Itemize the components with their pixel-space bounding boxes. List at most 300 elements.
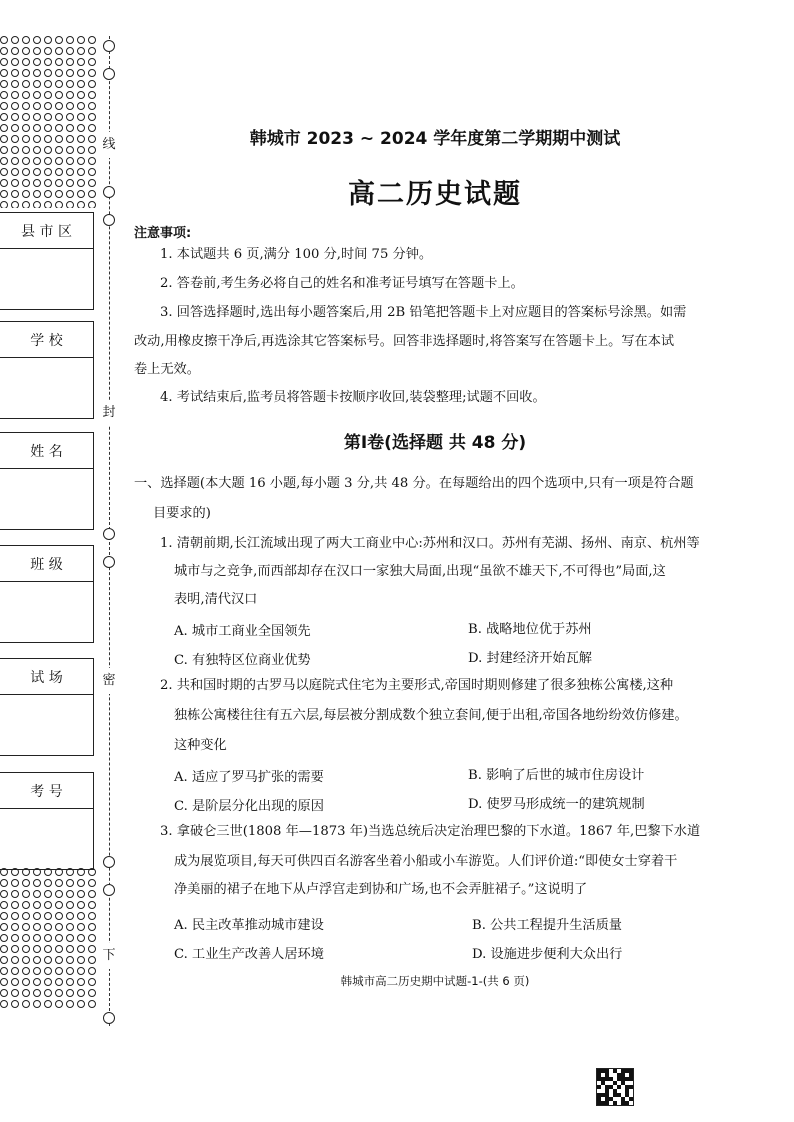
binding-dot <box>0 190 8 198</box>
binding-dot <box>44 91 52 99</box>
field-name[interactable] <box>0 432 94 530</box>
question-1-line: 1. 清朝前期,长江流域出现了两大工商业中心:苏州和汉口。苏州有芜湖、扬州、南京、杭州等 <box>160 536 700 551</box>
field-county[interactable] <box>0 212 94 310</box>
binding-dot <box>44 989 52 997</box>
binding-dot <box>22 201 30 208</box>
binding-dot <box>55 36 63 44</box>
binding-dot <box>55 201 63 208</box>
binding-dot <box>33 91 41 99</box>
seal-char-seal: 封 <box>96 400 122 426</box>
binding-dot <box>11 190 19 198</box>
binding-dot <box>55 934 63 942</box>
binding-dot <box>88 912 96 920</box>
binding-hole-circle <box>103 884 115 896</box>
binding-dot <box>66 201 74 208</box>
binding-dot <box>88 47 96 55</box>
binding-dot <box>55 945 63 953</box>
binding-dot <box>0 157 8 165</box>
binding-dot <box>22 47 30 55</box>
exam-title: 韩城市 2023 ~ 2024 学年度第二学期期中测试 <box>249 129 621 149</box>
binding-dot <box>55 91 63 99</box>
dot-row <box>0 989 100 997</box>
binding-dot <box>0 912 8 920</box>
binding-dot <box>88 146 96 154</box>
binding-dot <box>11 945 19 953</box>
binding-dot <box>0 113 8 121</box>
binding-dot <box>22 901 30 909</box>
binding-dot <box>11 47 19 55</box>
binding-dot <box>33 146 41 154</box>
dot-row <box>0 934 100 942</box>
question-2-line: 这种变化 <box>174 738 227 753</box>
binding-dot <box>66 934 74 942</box>
binding-dot <box>77 978 85 986</box>
binding-dot <box>11 989 19 997</box>
binding-dot <box>11 901 19 909</box>
binding-dot <box>0 168 8 176</box>
binding-dot <box>77 135 85 143</box>
field-label: 姓 名 <box>0 433 93 469</box>
question-3-option-d[interactable]: D. 设施进步便利大众出行 <box>472 947 623 962</box>
binding-dot <box>55 102 63 110</box>
section-intro: 一、选择题(本大题 16 小题,每小题 3 分,共 48 分。在每题给出的四个选项中,只有一项是符合题 <box>134 476 694 491</box>
binding-dot <box>33 69 41 77</box>
dot-row <box>0 47 100 55</box>
binding-dot <box>33 901 41 909</box>
binding-dot <box>77 945 85 953</box>
seal-char-line: 线 <box>96 132 122 158</box>
question-2-line: 独栋公寓楼往往有五六层,每层被分割成数个独立套间,便于出租,帝国各地纷纷效仿修建。 <box>174 708 688 723</box>
binding-dot <box>55 912 63 920</box>
binding-dot <box>0 890 8 898</box>
binding-dot <box>66 945 74 953</box>
binding-dot <box>33 934 41 942</box>
binding-dot <box>77 956 85 964</box>
binding-dot <box>55 1000 63 1008</box>
binding-dot <box>88 934 96 942</box>
binding-dot <box>33 47 41 55</box>
binding-dot <box>88 113 96 121</box>
binding-dot <box>11 179 19 187</box>
binding-dot <box>0 80 8 88</box>
binding-dot <box>33 36 41 44</box>
binding-dot <box>0 201 8 208</box>
binding-dot <box>88 201 96 208</box>
field-blank[interactable] <box>0 249 93 309</box>
dot-row <box>0 923 100 931</box>
question-1-option-c[interactable]: C. 有独特区位商业优势 <box>174 653 311 668</box>
binding-dot <box>22 168 30 176</box>
binding-dot <box>33 102 41 110</box>
dot-row <box>0 124 100 132</box>
binding-dot <box>77 58 85 66</box>
binding-dot <box>66 47 74 55</box>
binding-dot <box>22 890 30 898</box>
question-1-option-b[interactable]: B. 战略地位优于苏州 <box>468 622 592 637</box>
binding-dot <box>77 157 85 165</box>
binding-dot <box>88 58 96 66</box>
question-3-line: 成为展览项目,每天可供四百名游客坐着小船或小车游览。人们评价道:“即使女士穿着干 <box>174 854 678 869</box>
binding-dot <box>77 901 85 909</box>
binding-dot <box>55 113 63 121</box>
binding-dot <box>77 190 85 198</box>
subject-title: 高二历史试题 <box>348 179 522 210</box>
dot-row <box>0 168 100 176</box>
binding-dot <box>11 124 19 132</box>
binding-dot <box>22 91 30 99</box>
dot-row <box>0 967 100 975</box>
binding-dot <box>22 945 30 953</box>
binding-dot <box>66 102 74 110</box>
binding-dot <box>33 157 41 165</box>
binding-dot <box>33 989 41 997</box>
field-class[interactable] <box>0 545 94 643</box>
binding-dot <box>44 124 52 132</box>
binding-dot <box>22 135 30 143</box>
binding-dot <box>22 113 30 121</box>
binding-dot <box>44 36 52 44</box>
binding-dot <box>88 879 96 887</box>
field-exam-room[interactable] <box>0 658 94 756</box>
binding-dot <box>77 923 85 931</box>
binding-dot <box>66 890 74 898</box>
binding-dot <box>0 1000 8 1008</box>
binding-dot <box>88 901 96 909</box>
binding-dot <box>66 956 74 964</box>
binding-dot <box>77 168 85 176</box>
dot-row <box>0 879 100 887</box>
qr-module <box>629 1101 633 1105</box>
binding-dot <box>44 69 52 77</box>
binding-dot <box>88 1000 96 1008</box>
binding-dot <box>55 190 63 198</box>
binding-dot <box>88 890 96 898</box>
binding-dot <box>66 69 74 77</box>
binding-dot <box>0 967 8 975</box>
binding-dot <box>11 113 19 121</box>
field-blank[interactable] <box>0 469 93 529</box>
binding-dot <box>11 168 19 176</box>
question-2-option-d[interactable]: D. 使罗马形成统一的建筑规制 <box>468 797 645 812</box>
binding-dot <box>11 102 19 110</box>
binding-dot <box>44 890 52 898</box>
binding-dot <box>22 989 30 997</box>
binding-dot <box>66 978 74 986</box>
binding-hole-circle <box>103 40 115 52</box>
binding-dot <box>11 956 19 964</box>
binding-dot <box>77 69 85 77</box>
binding-dot <box>11 934 19 942</box>
question-1-option-d[interactable]: D. 封建经济开始瓦解 <box>468 651 592 666</box>
binding-dot <box>55 135 63 143</box>
question-2-option-b[interactable]: B. 影响了后世的城市住房设计 <box>468 768 645 783</box>
binding-dot <box>33 956 41 964</box>
binding-dot <box>33 201 41 208</box>
binding-dot <box>44 179 52 187</box>
binding-dot <box>44 1000 52 1008</box>
binding-dot <box>44 168 52 176</box>
binding-dot <box>44 146 52 154</box>
question-2-option-a[interactable]: A. 适应了罗马扩张的需要 <box>174 770 324 785</box>
binding-dot <box>0 989 8 997</box>
binding-dot <box>44 102 52 110</box>
binding-dot <box>0 901 8 909</box>
binding-dot <box>11 201 19 208</box>
question-3-option-a[interactable]: A. 民主改革推动城市建设 <box>174 918 324 933</box>
binding-dot <box>22 923 30 931</box>
binding-dot <box>0 934 8 942</box>
binding-dot <box>33 967 41 975</box>
binding-dot <box>55 146 63 154</box>
question-1-line: 表明,清代汉口 <box>174 592 258 607</box>
binding-dot <box>33 190 41 198</box>
binding-dot <box>88 956 96 964</box>
dot-row <box>0 978 100 986</box>
field-blank[interactable] <box>0 809 93 869</box>
binding-dot <box>11 69 19 77</box>
page-footer: 韩城市高二历史期中试题-1-(共 6 页) <box>340 974 530 988</box>
dot-row <box>0 91 100 99</box>
binding-dot <box>44 47 52 55</box>
binding-dot <box>88 124 96 132</box>
binding-hole-circle <box>103 528 115 540</box>
binding-dot <box>11 1000 19 1008</box>
binding-dot <box>22 912 30 920</box>
question-2-option-c[interactable]: C. 是阶层分化出现的原因 <box>174 799 324 814</box>
binding-dot <box>77 80 85 88</box>
binding-dot <box>44 879 52 887</box>
binding-dot <box>88 945 96 953</box>
binding-dot <box>22 967 30 975</box>
binding-dot <box>44 934 52 942</box>
binding-dot <box>66 879 74 887</box>
binding-dot <box>0 36 8 44</box>
binding-dot <box>11 157 19 165</box>
dot-row <box>0 36 100 44</box>
binding-dot <box>77 967 85 975</box>
binding-dot <box>66 1000 74 1008</box>
binding-dot <box>88 80 96 88</box>
field-blank[interactable] <box>0 695 93 755</box>
binding-dot <box>44 923 52 931</box>
binding-dot <box>33 168 41 176</box>
binding-dot <box>55 179 63 187</box>
binding-dot <box>44 956 52 964</box>
binding-dot <box>55 58 63 66</box>
binding-dot-pattern-top <box>0 36 100 208</box>
binding-dot <box>77 912 85 920</box>
binding-dot <box>33 179 41 187</box>
field-school[interactable] <box>0 321 94 419</box>
binding-dot <box>33 135 41 143</box>
question-3-option-c[interactable]: C. 工业生产改善人居环境 <box>174 947 324 962</box>
binding-dot <box>22 102 30 110</box>
binding-dot <box>0 923 8 931</box>
field-label: 班 级 <box>0 546 93 582</box>
binding-dot <box>55 157 63 165</box>
binding-dot <box>33 124 41 132</box>
binding-dot <box>66 989 74 997</box>
binding-dot <box>33 978 41 986</box>
binding-hole-circle <box>103 1012 115 1024</box>
dot-row <box>0 179 100 187</box>
binding-dot <box>88 190 96 198</box>
qr-code-image <box>596 1068 634 1106</box>
binding-dot <box>0 47 8 55</box>
binding-dot <box>11 890 19 898</box>
question-1-line: 城市与之竞争,而西部却存在汉口一家独大局面,出现“虽欲不雄天下,不可得也”局面,这 <box>174 564 666 579</box>
binding-dot <box>55 956 63 964</box>
dot-row <box>0 146 100 154</box>
binding-dot <box>22 1000 30 1008</box>
binding-dot <box>66 146 74 154</box>
dot-row <box>0 945 100 953</box>
binding-hole-circle <box>103 214 115 226</box>
notice-item: 1. 本试题共 6 页,满分 100 分,时间 75 分钟。 <box>160 247 433 262</box>
question-3-option-b[interactable]: B. 公共工程提升生活质量 <box>472 918 622 933</box>
binding-dot <box>88 102 96 110</box>
binding-dot-pattern-bottom <box>0 868 100 1008</box>
binding-dot <box>55 47 63 55</box>
binding-dot <box>55 989 63 997</box>
binding-dot <box>55 80 63 88</box>
binding-dot <box>22 956 30 964</box>
dot-row <box>0 1000 100 1008</box>
binding-dot <box>66 912 74 920</box>
binding-dot <box>55 978 63 986</box>
field-label: 试 场 <box>0 659 93 695</box>
question-1-option-a[interactable]: A. 城市工商业全国领先 <box>174 624 311 639</box>
binding-dot <box>88 978 96 986</box>
notice-item: 改动,用橡皮擦干净后,再选涂其它答案标号。回答非选择题时,将答案写在答题卡上。写在本试 <box>134 334 675 349</box>
binding-dot <box>0 102 8 110</box>
binding-dot <box>0 146 8 154</box>
dot-row <box>0 80 100 88</box>
binding-dot <box>11 36 19 44</box>
field-label: 学 校 <box>0 322 93 358</box>
binding-dot <box>0 179 8 187</box>
notice-item: 2. 答卷前,考生务必将自己的姓名和准考证号填写在答题卡上。 <box>160 276 524 291</box>
binding-dot <box>0 978 8 986</box>
field-blank[interactable] <box>0 582 93 642</box>
field-label: 县 市 区 <box>0 213 93 249</box>
binding-dot <box>66 901 74 909</box>
binding-dot <box>0 91 8 99</box>
notice-item: 3. 回答选择题时,选出每小题答案后,用 2B 铅笔把答题卡上对应题目的答案标号涂黑。如需 <box>160 305 687 320</box>
binding-dot <box>66 135 74 143</box>
binding-dot <box>0 58 8 66</box>
binding-dot <box>77 201 85 208</box>
binding-dot <box>44 80 52 88</box>
binding-dot <box>66 80 74 88</box>
binding-dot <box>22 934 30 942</box>
binding-hole-circle <box>103 856 115 868</box>
binding-dot <box>44 201 52 208</box>
binding-dot <box>0 879 8 887</box>
binding-dot <box>77 47 85 55</box>
section-title: 第Ⅰ卷(选择题 共 48 分) <box>343 433 527 453</box>
binding-dot <box>55 168 63 176</box>
binding-dot <box>77 1000 85 1008</box>
binding-dot <box>33 879 41 887</box>
binding-dot <box>66 58 74 66</box>
binding-dot <box>11 923 19 931</box>
binding-dot <box>88 989 96 997</box>
binding-dot <box>0 956 8 964</box>
section-intro: 目要求的) <box>153 506 211 521</box>
binding-dot <box>44 945 52 953</box>
binding-dot <box>33 80 41 88</box>
field-blank[interactable] <box>0 358 93 418</box>
binding-dot <box>22 69 30 77</box>
binding-dot <box>22 58 30 66</box>
binding-dot <box>77 36 85 44</box>
binding-dot <box>0 945 8 953</box>
binding-dot <box>33 912 41 920</box>
binding-dot <box>88 157 96 165</box>
dot-row <box>0 901 100 909</box>
binding-dot <box>66 179 74 187</box>
binding-dot <box>33 113 41 121</box>
binding-dot <box>66 124 74 132</box>
question-2-line: 2. 共和国时期的古罗马以庭院式住宅为主要形式,帝国时期则修建了很多独栋公寓楼,这种 <box>160 678 674 693</box>
dot-row <box>0 912 100 920</box>
binding-dot <box>55 967 63 975</box>
dot-row <box>0 135 100 143</box>
binding-dot <box>44 912 52 920</box>
binding-dot <box>44 978 52 986</box>
binding-hole-circle <box>103 68 115 80</box>
binding-dot <box>44 58 52 66</box>
binding-dot <box>22 157 30 165</box>
seal-char-secret: 密 <box>96 668 122 694</box>
dot-row <box>0 157 100 165</box>
binding-dot <box>55 879 63 887</box>
notice-item: 卷上无效。 <box>134 362 200 377</box>
binding-dot <box>0 135 8 143</box>
binding-dot <box>11 58 19 66</box>
dot-row <box>0 102 100 110</box>
binding-dot <box>44 967 52 975</box>
binding-dot <box>66 967 74 975</box>
binding-dot <box>88 923 96 931</box>
field-exam-number[interactable] <box>0 772 94 870</box>
binding-dot <box>11 146 19 154</box>
binding-dot <box>66 91 74 99</box>
binding-dot <box>22 124 30 132</box>
binding-dot <box>22 190 30 198</box>
seal-char-down: 下 <box>96 943 122 969</box>
binding-hole-circle <box>103 556 115 568</box>
binding-dot <box>11 967 19 975</box>
binding-dot <box>66 36 74 44</box>
notice-heading: 注意事项: <box>134 226 192 241</box>
dot-row <box>0 956 100 964</box>
binding-dot <box>11 135 19 143</box>
binding-dot <box>77 91 85 99</box>
binding-dot <box>0 69 8 77</box>
dot-row <box>0 890 100 898</box>
binding-dot <box>88 179 96 187</box>
binding-dot <box>33 923 41 931</box>
binding-dot <box>11 80 19 88</box>
binding-dot <box>77 879 85 887</box>
binding-dot <box>44 157 52 165</box>
binding-dot <box>22 146 30 154</box>
binding-dot <box>33 1000 41 1008</box>
binding-dot <box>66 923 74 931</box>
binding-dot <box>44 135 52 143</box>
